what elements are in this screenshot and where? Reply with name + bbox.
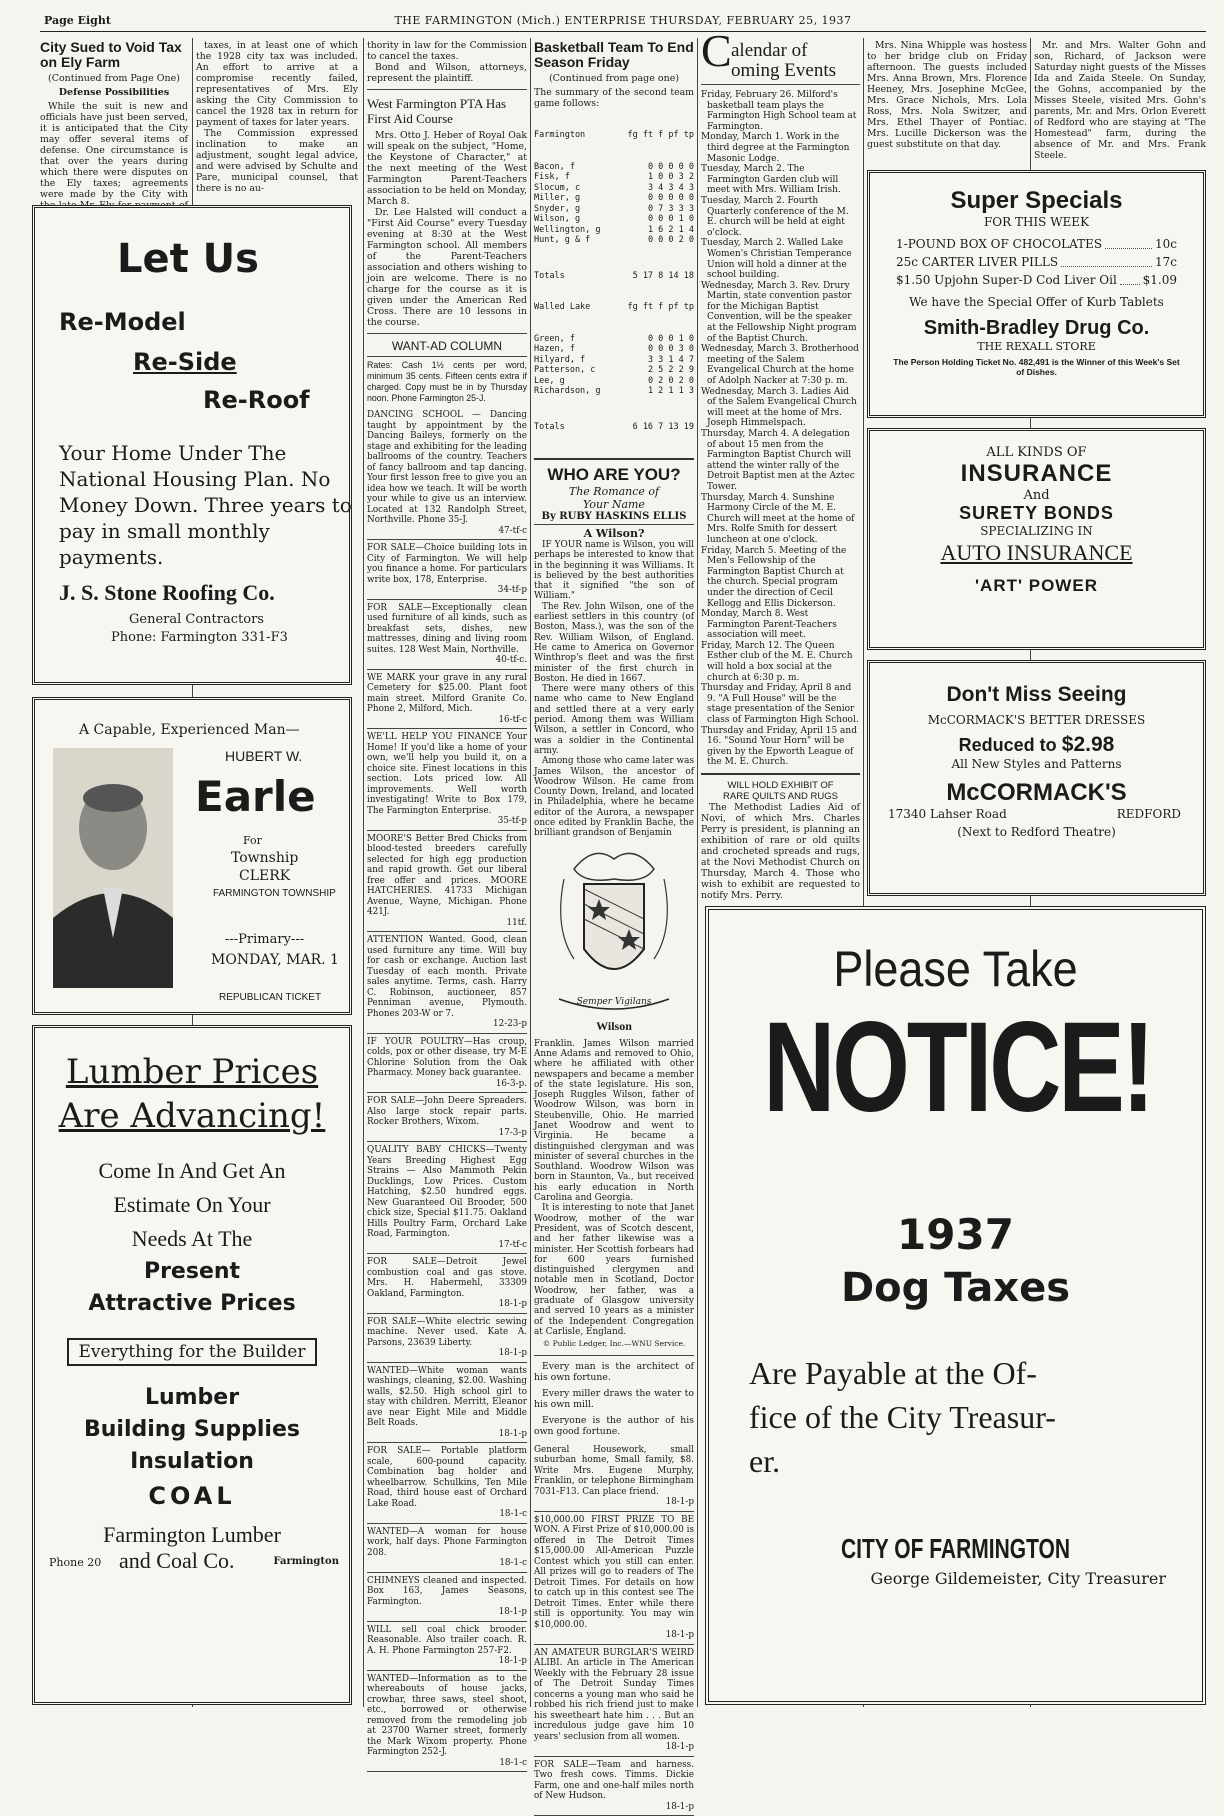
notice-city: CITY OF FARMINGTON	[840, 1533, 1071, 1564]
social-item: Mrs. Nina Whipple was hostess to her bridge club on Friday afternoon. The guests included Mrs. Anna Brown, Mrs. Florence Heeney, Mrs. Josephine McGee, Mrs. Grace Nichols, Mrs. Lola Ross, Mrs. Nola Switzer, and Mrs. Ethel Thayer of Pontiac. Mrs. Lucille Dickerson was the guest substitute on that day.	[867, 40, 1027, 150]
maxims	[534, 1361, 694, 1437]
wantad-text: DANCING SCHOOL — Dancing taught by appointment by the Dancing Baileys, formerly on the stage and exhibiting for the leading ballrooms of the country. Teachers of fancy ballroom and tap dancing. Your first lesson free to give you an idea how we teach. It will be worth your while to give us an interview. Located at 132 Randolph Street, Northville. Phone 35-J.	[367, 410, 527, 525]
earle-ad	[32, 697, 352, 1015]
wantad-text: WANTED—Information as to the whereabouts of house jacks, crowbar, three saws, steel shoot, etc., borrowed or otherwise removed from the remodeling job at 23700 Warner street, formerly the Mark Wixom property. Phone Farmington 252-J.	[367, 1673, 527, 1757]
reroof-line1: Let Us	[117, 236, 259, 282]
wantad-item	[534, 1757, 694, 1816]
leader-dots	[1120, 271, 1140, 285]
calendar-entry: Tuesday, March 2. The Farmington Garden club will meet with Mrs. William Irish.	[701, 164, 841, 196]
wantad-ref: 18-1-p	[498, 1428, 527, 1439]
totals-label: Totals	[534, 270, 565, 281]
social-gohn	[1034, 40, 1206, 165]
box-score-row	[534, 386, 694, 397]
drug-item-label: 25c CARTER LIVER PILLS	[896, 255, 1059, 269]
wantad-rates: Rates: Cash 1½ cents per word, minimum 35 cents. Fifteen cents extra if charged. Copy must be in by Thursday noon. Phone Farmington 25-J.	[367, 360, 527, 403]
reroof-line3: Re-Side	[133, 348, 237, 376]
box-score-row	[534, 344, 694, 355]
calendar-entry: Friday, March 5. Meeting of the Men's Fellowship of the Farmington Baptist Church at the church. Special program under the direction of Cecil Kellogg and Ellis Dickerson.	[701, 545, 847, 609]
calendar-entry: Friday, February 26. Milford's basketball team plays the Farmington High School team at Farmington.	[701, 90, 857, 132]
insurance-line: SURETY BONDS	[959, 503, 1114, 523]
earle-office: Township	[231, 850, 299, 866]
social-item: Mr. and Mrs. Walter Gohn and son, Richard, of Jackson were Saturday night guests of the Misses Ida and Zaida Steele. On Sunday, the Gohns, accompanied by the Misses Steele, visited Mrs. Gohn's parents, Mr. and Mrs. Orlon Everett of Redford who are staying at "The Homestead" farm, during the absence of Mr. and Mrs. Frank Steele.	[1034, 40, 1206, 161]
player-name: Snyder, g	[534, 203, 581, 214]
calendar-entry: Monday, March 1. Work in the third degree at the Farmington Masonic Lodge.	[701, 132, 850, 164]
quilts-body: The Methodist Ladies Aid of Novi, of which Mrs. Charles Perry is president, is planning an exhibition of rare or old quilts and crocheted spreads and rugs, at the Novi Methodist Church on Thursday, March 4. Those who wish to exhibit are requested to notify Mrs. Perry.	[701, 802, 860, 901]
score-cols: fg ft f pf tp	[627, 130, 694, 140]
notice-l2: NOTICE!	[763, 996, 1152, 1139]
wantad-ref: 47-tf-c	[498, 525, 527, 536]
wantad-text: FOR SALE—White electric sewing machine. Never used. Kate A. Parsons, 23639 Liberty.	[367, 1316, 527, 1348]
lumber-product: Building Supplies	[84, 1417, 300, 1442]
lumber-product: COAL	[148, 1482, 236, 1510]
wantad-ref: 18-1-c	[499, 1558, 527, 1568]
wantad-ref: 16-tf-c	[498, 714, 527, 725]
mccormack-price: $2.98	[1061, 733, 1115, 756]
notice-body-line: fice of the City Treasur-	[749, 1399, 1056, 1435]
wantad-text: IF YOUR POULTRY—Has croup, colds, pox or other disease, try M-E Chlorine Solution from the Oak Pharmacy. Money back guarantee.	[367, 1036, 527, 1078]
social-whipple	[867, 40, 1027, 165]
wantad-text: WE'LL HELP YOU FINANCE Your Home! If you'd like a home of your own, we'll help you build it, on a choice site. Finest locations in this section. Lots priced low. All improvements. Well worth investigating! Write to Box 179, The Farmington Enterprise.	[367, 732, 527, 816]
notice-l1: Please Take	[833, 941, 1078, 997]
mccormack-store: McCORMACK'S	[946, 779, 1127, 806]
team-name: Walled Lake	[534, 302, 591, 312]
wantad-item	[367, 1573, 527, 1622]
player-stats: 3 4 3 4 3	[647, 182, 694, 193]
box-score-row	[534, 235, 694, 246]
whoareyou-name: A Wilson?	[583, 527, 645, 540]
basketball-continued: (Continued from page one)	[548, 73, 680, 84]
player-stats: 2 5 2 2 9	[647, 365, 694, 375]
insurance-line: INSURANCE	[960, 460, 1113, 487]
wantad-text: CHIMNEYS cleaned and inspected. Box 163, James Seasons, Farmington.	[367, 1575, 527, 1607]
drug-store: Smith-Bradley Drug Co.	[923, 317, 1150, 339]
box-score-row	[534, 225, 694, 236]
earle-primary: ---Primary---	[225, 932, 305, 947]
player-stats: 0 0 0 0 0	[647, 161, 694, 172]
wantad-text: WANTED—A woman for house work, half days. Phone Farmington 208.	[367, 1526, 527, 1558]
mccormack-price-line	[870, 733, 1203, 757]
mccormack-addr: 17340 Lahser Road	[888, 807, 1007, 821]
wantad-text: WILL sell coal chick brooder. Reasonable. Also trailer coach. R. A. H. Phone Farmington 257-F2.	[367, 1624, 527, 1656]
wantad-text: WANTED—White woman wants washings, cleaning, $2.00. Washing walls, $2.50. High school girl to stay with children. Merritt, Eleanor ave near Eight Mile and Middle Belt Roads.	[367, 1365, 527, 1428]
calendar-entry: Wednesday, March 3. Brotherhood meeting of the Salem Evangelical Church at the home of Adolph Nacker at 7:30 p. m.	[701, 344, 859, 387]
wantad-item	[367, 407, 527, 540]
crest-caption: Wilson	[596, 1018, 632, 1033]
whoareyou-body: Among those who came later was James Wilson, the ancestor of Woodrow Wilson. He came from County Down, Ireland, and located in Philadelphia, where he became editor of the Aurora, a newspaper once edited by Franklin Bache, the brilliant grandson of Benjamin	[534, 756, 694, 839]
reroof-company: J. S. Stone Roofing Co.	[59, 580, 275, 605]
ely-subhead: Defense Possibilities	[58, 87, 170, 98]
whoareyou-body: Franklin. James Wilson married Anne Adams and removed to Ohio, where he affiliated with other newspapers and became a member of the state legislature. His son, Joseph Ruggles Wilson, father of Woodrow Wilson, was born in Steubenville, Ohio. He married Janet Woodrow and went to Virginia. He became a distinguished clergyman and was minister of several churches in the Southland. Woodrow Wilson was born in Staunton, Va., but received his early education in North Carolina and Georgia.	[534, 1038, 694, 1204]
whoareyou-body: IF YOUR name is Wilson, you will perhaps be interested to know that in the beginning it was Williams. It is believed by the best authorities that it signified "the son of William."	[534, 540, 694, 602]
wantad-item	[367, 1093, 527, 1142]
lumber-body-line: Come In And Get An	[98, 1158, 286, 1183]
earle-for: For	[243, 834, 262, 847]
quilts-headline	[701, 780, 860, 802]
basketball-intro: The summary of the second team game follows:	[534, 87, 694, 109]
lumber-product: Insulation	[130, 1449, 254, 1474]
player-name: Hazen, f	[534, 344, 575, 354]
wantad-text: FOR SALE—Team and harness. Two fresh cows. Timms. Dickie Farm, one and one-half miles north of New Hudson.	[534, 1759, 694, 1802]
reroof-sub: General Contractors	[129, 612, 264, 627]
player-stats: 0 0 0 3 0	[647, 344, 694, 354]
wantad-text: ATTENTION Wanted. Good, clean used furniture any time. Will buy for cash or exchange. Auction last Tuesday of each month. Private sales anytime. Terms, cash. Harry C. Robinson, auctioneer, 857 Penniman avenue, Plymouth. Phones 203-W or 7.	[367, 935, 527, 1019]
pta-body: Dr. Lee Halsted will conduct a "First Aid Course" every Tuesday evening at 8:30 at the West Farmington school. All members of the Parent-Teachers association and others wishing to join are welcome. There is no charge for the course as it is given under the American Red Cross. There are 10 lessons in the course.	[367, 207, 527, 328]
reroof-ad	[32, 205, 352, 685]
earle-tagline: A Capable, Experienced Man—	[79, 722, 300, 738]
whoareyou-body: There were many others of this name who came to New England and settled there at a very early period. Among them was William Wilson, a settler in Concord, who was a soldier in the Continental army.	[534, 684, 694, 756]
box-score-row	[534, 214, 694, 225]
page-number: Page Eight	[44, 14, 111, 27]
whoareyou-byline: By RUBY HASKINS ELLIS	[534, 511, 694, 525]
wantad-ref: 35-tf-p	[497, 816, 527, 826]
wantad-ref: 18-1-p	[498, 1299, 527, 1309]
wantad-item	[367, 1034, 527, 1094]
drug-item	[896, 253, 1177, 271]
drug-winner: The Person Holding Ticket No. 482,491 is the Winner of this Week's Set of Dishes.	[893, 357, 1180, 377]
wantad-list	[367, 407, 527, 1772]
wantad-item	[367, 670, 527, 730]
wantad-ref: 18-1-c	[499, 1757, 527, 1768]
lumber-town: Farmington	[273, 1556, 339, 1567]
player-name: Miller, g	[534, 193, 581, 203]
box-score-row	[534, 376, 694, 387]
player-stats: 1 2 1 1 3	[647, 386, 694, 396]
wantad-ref: 17-3-p	[498, 1127, 527, 1138]
wantad-ref: 18-1-p	[665, 1742, 694, 1753]
wantad-item	[367, 1142, 527, 1254]
calendar-list	[701, 90, 860, 768]
drug-item-label: $1.50 Upjohn Super-D Cod Liver Oil	[896, 273, 1117, 287]
calendar-title	[701, 25, 860, 82]
ely-body: The Commission expressed inclination to make an adjustment, sought legal advice, and were advised by Schulte and Pare, municipal counsel, that there is no au-	[196, 128, 358, 194]
earle-office: FARMINGTON TOWNSHIP	[213, 888, 336, 899]
drug-item-price: $1.09	[1142, 273, 1177, 287]
wantad-ref: 18-1-p	[665, 1630, 694, 1641]
ely-body: Bond and Wilson, attorneys, represent the plaintiff.	[367, 62, 527, 84]
col4	[534, 39, 694, 1812]
col3	[367, 40, 527, 1768]
ely-headline: City Sued to Void Tax on Ely Farm	[40, 39, 182, 70]
wantad-text: MOORE'S Better Bred Chicks from blood-tested breeders carefully selected for high egg production and rapid growth. Get our liberal free offer and prices. MOORE HATCHERIES. 41733 Michigan Avenue, Wayne, Michigan. Phone 421J.	[367, 833, 527, 917]
lumber-line: Are Advancing!	[58, 1096, 326, 1136]
coat-of-arms-icon	[534, 839, 694, 1039]
lumber-body-line: Estimate On Your	[113, 1192, 271, 1217]
player-stats: 0 0 0 0 0	[647, 193, 694, 203]
leader-dots	[1105, 235, 1152, 249]
drug-item	[896, 235, 1177, 253]
earle-first: HUBERT W.	[225, 748, 303, 764]
insurance-line: SPECIALIZING IN	[980, 524, 1093, 538]
lumber-present: Present	[143, 1259, 241, 1284]
wantad-ref: 11tf.	[506, 917, 527, 928]
wantad-ref: 17-tf-c	[498, 1239, 527, 1250]
wantad-item	[367, 831, 527, 933]
notice-sig: George Gildemeister, City Treasurer	[870, 1569, 1166, 1588]
wantad-text: $10,000.00 FIRST PRIZE TO BE WON. A First Prize of $10,000.00 is offered in The Detroit Times $15,000.00 All-American Puzzle Contest which you still can enter. All prizes will go to readers of The Detroit Times. For details on how to catch up in this contest see The Detroit Times. Enter while there still is opportunity. You may win $10,000.00.	[534, 1514, 694, 1630]
wantad-ref: 18-1-p	[498, 1348, 527, 1358]
lumber-attractive: Attractive Prices	[88, 1291, 296, 1316]
leader-dots	[1061, 253, 1152, 267]
column-rule	[363, 38, 364, 1707]
whoareyou-body: The Rev. John Wilson, one of the earliest settlers in this country (of Boston, Mass.), was the son of the Rev. William Wilson, of England. He came to America on Governor Winthrop's fleet and was the first minister of the first church in Boston. He died in 1667.	[534, 601, 694, 684]
masthead	[40, 10, 1206, 32]
insurance-line: ALL KINDS OF	[986, 445, 1087, 460]
ely-story-col2	[196, 40, 358, 206]
whoareyou-subtitle: Your Name	[583, 498, 645, 511]
player-stats: 0 0 0 1 0	[647, 214, 694, 224]
wantad-title: WANT-AD COLUMN	[367, 339, 527, 357]
mccormack-l3: Reduced to	[958, 735, 1057, 755]
maxim: Every man is the architect of his own fortune.	[534, 1360, 694, 1383]
calendar-entry: Wednesday, March 3. Rev. Drury Martin, state convention pastor for the Michigan Baptist Convention, will be the speaker at the Fellowship Night program of the Baptist Church.	[701, 280, 857, 344]
calendar-entry: Thursday and Friday, April 8 and 9. "A Full House" will be the stage presentation of the Senior class of Farmington High School.	[701, 683, 859, 726]
calendar-entry: Wednesday, March 3. Ladies Aid of the Salem Evangelical Church will meet at the home of Mrs. Joseph Himmelspach.	[701, 386, 857, 429]
ely-body: While the suit is new and officials have just been served, it is anticipated that the City may offer several items of defense. One circumstance is that over the years during which there were disputes on the Ely taxes; agreements were made by the City with	[40, 101, 188, 200]
wantad-ref: 34-tf-p	[497, 585, 527, 595]
player-name: Hunt, g & f	[534, 235, 591, 245]
calendar-entry: Thursday, March 4. Sunshine Harmony Circle of the M. E. Church will meet at the home of Mrs. Rolfe Smith for dessert luncheon at one o'clock.	[701, 492, 855, 545]
box-score-row	[534, 183, 694, 194]
lumber-company: Farmington Lumber	[103, 1522, 281, 1547]
player-stats: 0 0 0 2 0	[647, 235, 694, 245]
box-score	[534, 109, 694, 453]
column-rule	[530, 38, 531, 1707]
reroof-body: Your Home Under The National Housing Plan. No Money Down. Three years to pay in small monthly payments.	[59, 441, 352, 569]
wantad-item	[367, 1363, 527, 1444]
player-name: Wilson, g	[534, 214, 581, 224]
wantad-text: WE MARK your grave in any rural Cemetery for $25.00. Plant foot main street. Milford Granite Co. Phone 2, Milford, Mich.	[367, 672, 527, 714]
insurance-ad	[867, 428, 1206, 650]
player-name: Wellington, g	[534, 224, 601, 235]
wantad-text: FOR SALE—John Deere Spreaders. Also large stock repair parts. Rocker Brothers, Wixom.	[367, 1096, 527, 1127]
totals-label: Totals	[534, 421, 565, 432]
wantad-item	[367, 1443, 527, 1524]
player-name: Green, f	[534, 333, 575, 344]
mccormack-l2: McCORMACK'S BETTER DRESSES	[927, 713, 1146, 727]
player-stats: 1 6 2 1 4	[647, 224, 694, 235]
wantad-item	[534, 1512, 694, 1645]
drug-item-label: 1-POUND BOX OF CHOCOLATES	[896, 237, 1103, 251]
calendar-entry: Thursday, March 4. A delegation of about 15 men from the Farmington Baptist Church will attend the winter rally of the Detroit Baptist men at the Aztec Tower.	[701, 429, 855, 492]
reroof-line2: Re-Model	[59, 308, 186, 336]
whoareyou-copyright: © Public Ledger, Inc.—WNU Service.	[542, 1339, 686, 1349]
calendar-entry: Thursday and Friday, April 15 and 16. "Sound Your Horn" will be given by the Epworth League of the M. E. Church.	[701, 725, 857, 768]
player-stats: 0 0 0 1 0	[647, 333, 694, 344]
lumber-company2: and Coal Co.	[119, 1548, 235, 1573]
reroof-phone: Phone: Farmington 331-F3	[111, 630, 288, 645]
wantad-item	[367, 1622, 527, 1671]
calendar-entry: Monday, March 8. West Farmington Parent-Teachers association will meet.	[701, 609, 837, 641]
ely-story-col1	[40, 40, 188, 222]
team-name: Farmington	[534, 130, 586, 140]
wantad-ref: 18-1-c	[499, 1509, 527, 1519]
wantad-text: QUALITY BABY CHICKS—Twenty Years Breeding Highest Egg Strains — Also Mammoth Pekin Ducklings, Low Prices. Custom Hatching, $2.50 hundred eggs. New Guaranteed Oil Brooder, 500 chick size, Special $11.75. Oakland Hills Poultry Farm, Orchard Lake Road, Farmington.	[367, 1145, 527, 1239]
reroof-line4: Re-Roof	[203, 386, 310, 414]
wantad-text: FOR SALE—Exceptionally clean used furniture of all kinds, such as breakfast sets, dishes, new mattresses, dining and living room suites. 128 West Main, Northville.	[367, 602, 527, 655]
wantad-item	[367, 1254, 527, 1314]
totals: 5 17 8 14 18	[632, 270, 694, 281]
mccormack-l4: All New Styles and Patterns	[951, 757, 1122, 771]
crest-motto: Semper Vigilans	[576, 996, 652, 1007]
ely-body: taxes, in at least one of which the 1928 city tax was included. An effort to arrive at a compromise recently failed, representatives of Mrs. Ely asking the City Commission to cancel the 1928 tax in return for payment of taxes for later years.	[196, 40, 358, 128]
pta-body: Mrs. Otto J. Heber of Royal Oak will speak on the subject, "Home, the Keystone of Character," at the next meeting of the West Farmington Parent-Teachers association to be held on Monday, March 8.	[367, 130, 527, 207]
wantad-item	[367, 1314, 527, 1363]
whoareyou-body: It is interesting to note that Janet Woodrow, mother of the war President, was of Scotch descent, and her father likewise was a minister. Her Scottish forbears had for 600 years furnished distinguished clergymen and notable men in Scotland, Doctor Woodrow, her father, was a graduate of Glasgow university and served 10 years as a minister of the Independent Congregation at Carlisle, England.	[534, 1203, 694, 1337]
coat-of-arms	[534, 839, 694, 1039]
lumber-product: Lumber	[144, 1385, 240, 1410]
player-name: Bacon, f	[534, 161, 575, 172]
insurance-line: AUTO INSURANCE	[940, 540, 1133, 565]
mccormack-l1: Don't Miss Seeing	[946, 683, 1127, 706]
lumber-body	[35, 1154, 349, 1256]
calendar-entry: Tuesday, March 2. Walled Lake Women's Christian Temperance Union will hold a dinner at the school building.	[701, 238, 852, 281]
wantad-item	[534, 1645, 694, 1757]
earle-date: MONDAY, MAR. 1	[211, 952, 339, 968]
lumber-boxed: Everything for the Builder	[67, 1338, 317, 1366]
wantad-text: General Housework, small suburban home, Small family, $8. Write Mrs. Eugene Murphy, Franklin, or telephone Birmingham 7031-F13. Can place friend.	[534, 1444, 694, 1497]
player-stats: 3 3 1 4 7	[647, 354, 694, 365]
quilts-headline-line: RARE QUILTS AND RUGS	[723, 791, 838, 802]
mccormack-next: (Next to Redford Theatre)	[957, 825, 1116, 839]
player-stats: 0 7 3 3 3	[647, 203, 694, 214]
mccormack-city: REDFORD	[1116, 807, 1181, 821]
box-score-row	[534, 355, 694, 366]
mccormack-address-row	[870, 807, 1203, 825]
notice-body-line: er.	[749, 1443, 781, 1479]
drug-item-price: 17c	[1155, 255, 1177, 269]
ely-continued: (Continued from Page One)	[47, 73, 181, 84]
calendar-title-line: alendar of	[731, 40, 808, 61]
notice-ad	[705, 906, 1206, 1705]
wantad-ref: 18-1-p	[665, 1497, 694, 1508]
lumber-phone: Phone 20	[49, 1556, 102, 1569]
box-score-row	[534, 162, 694, 173]
quilts-headline-line: WILL HOLD EXHIBIT OF	[727, 780, 834, 791]
box-score-row	[534, 365, 694, 376]
player-name: Slocum, c	[534, 182, 581, 193]
insurance-line: And	[1023, 488, 1050, 503]
maxim: Everyone is the author of his own good fortune.	[534, 1414, 694, 1437]
wantad-item	[367, 1524, 527, 1573]
box-score-row	[534, 334, 694, 345]
wantad-ref: 16-3-p.	[495, 1078, 527, 1089]
wantad-text: FOR SALE—Choice building lots in City of Farmington. We will help you finance a home. For particulars write box, 178, Enterprise.	[367, 543, 527, 585]
box-score-row	[534, 193, 694, 204]
wantad-ref: 12-23-p	[493, 1019, 527, 1029]
masthead-title: THE FARMINGTON (Mich.) ENTERPRISE THURSDAY, FEBRUARY 25, 1937	[394, 14, 852, 27]
calendar-entry: Tuesday, March 2. Fourth Quarterly conference of the M. E. church will be held at eight o'clock.	[701, 195, 849, 238]
drug-item-price: 10c	[1155, 237, 1177, 251]
player-stats: 1 0 0 3 2	[647, 172, 694, 182]
whoareyou-title: WHO ARE YOU?	[547, 465, 681, 484]
earle-portrait	[53, 748, 173, 988]
notice-l3: 1937	[897, 1210, 1014, 1259]
lumber-line: Lumber Prices	[65, 1052, 319, 1092]
score-cols: fg ft f pf tp	[627, 302, 694, 312]
player-name: Richardson, g	[534, 386, 601, 396]
notice-body	[749, 1351, 1202, 1483]
wantad-item	[534, 1442, 694, 1512]
calendar-title-initial: C	[701, 25, 732, 76]
wantad-list-2	[534, 1442, 694, 1816]
drug-offer: We have the Special Offer of Kurb Tablets	[909, 295, 1164, 309]
lumber-footer	[35, 1548, 349, 1578]
calendar-title-line: oming Events	[731, 60, 837, 81]
wantad-item	[367, 932, 527, 1034]
maxim: Every miller draws the water to his own mill.	[534, 1387, 694, 1410]
pta-headline: West Farmington PTA Has First Aid Course	[367, 96, 507, 126]
wantad-ref: 40-tf-c.	[495, 655, 527, 665]
earle-ticket: REPUBLICAN TICKET	[219, 992, 322, 1003]
drug-items	[870, 229, 1203, 289]
whoareyou-subtitle: The Romance of	[568, 485, 660, 498]
wantad-ref: 18-1-p	[498, 1656, 527, 1666]
calendar-entry: Friday, March 12. The Queen Esther club of the M. E. Church will hold a box social at the church at 6:30 p. m.	[701, 640, 853, 683]
wantad-item	[367, 540, 527, 600]
wantad-ref: 18-1-p	[665, 1801, 694, 1812]
lumber-ad	[32, 1025, 352, 1705]
wantad-text: FOR SALE—Detroit Jewel combustion coal and gas stove. Mrs. H. Habermehl, 33309 Oakland, Farmington.	[367, 1257, 527, 1299]
wantad-text: FOR SALE— Portable platform scale, 600-pound capacity. Combination bag holder and wheelbarrow. Schulkins, Ten Mile Road, third house east of Orchard Lake Road.	[367, 1446, 527, 1509]
notice-body-line: Are Payable at the Of-	[749, 1355, 1037, 1391]
insurance-line: 'ART' POWER	[975, 576, 1098, 595]
ely-body: thority in law for the Commission to cancel the taxes.	[367, 40, 527, 62]
earle-office: CLERK	[239, 868, 291, 884]
wantad-item	[367, 729, 527, 831]
wantad-item	[367, 1671, 527, 1773]
box-score-row	[534, 172, 694, 183]
earle-last: Earle	[195, 772, 316, 821]
basketball-headline: Basketball Team To End Season Friday	[534, 39, 694, 70]
lumber-body-line: Needs At The	[131, 1226, 253, 1251]
player-stats: 0 2 0 2 0	[647, 375, 694, 386]
portrait-icon	[53, 748, 173, 988]
totals: 6 16 7 13 19	[632, 421, 694, 432]
drug-sub: FOR THIS WEEK	[983, 215, 1090, 229]
wantad-item	[367, 600, 527, 670]
drug-store2: THE REXALL STORE	[977, 340, 1096, 353]
player-name: Fisk, f	[534, 172, 570, 182]
wantad-text: AN AMATEUR BURGLAR'S WEIRD ALIBI. An article in The American Weekly with the February 28 issue of The Detroit Sunday Times concerns a young man who said he robbed his rich friend just to make his sweetheart hate him . . . But an incredulous judge gave him 10 years' seclusion from all women.	[534, 1647, 694, 1742]
column-rule	[697, 38, 698, 1707]
player-name: Hilyard, f	[534, 354, 586, 365]
player-name: Lee, g	[534, 375, 565, 386]
wantad-ref: 18-1-p	[498, 1607, 527, 1617]
drug-item	[896, 271, 1177, 289]
drug-ad	[867, 170, 1206, 418]
drug-title: Super Specials	[950, 187, 1123, 214]
player-name: Patterson, c	[534, 365, 596, 375]
notice-l4: Dog Taxes	[840, 1265, 1071, 1311]
box-score-row	[534, 204, 694, 215]
mccormack-ad	[867, 660, 1206, 896]
